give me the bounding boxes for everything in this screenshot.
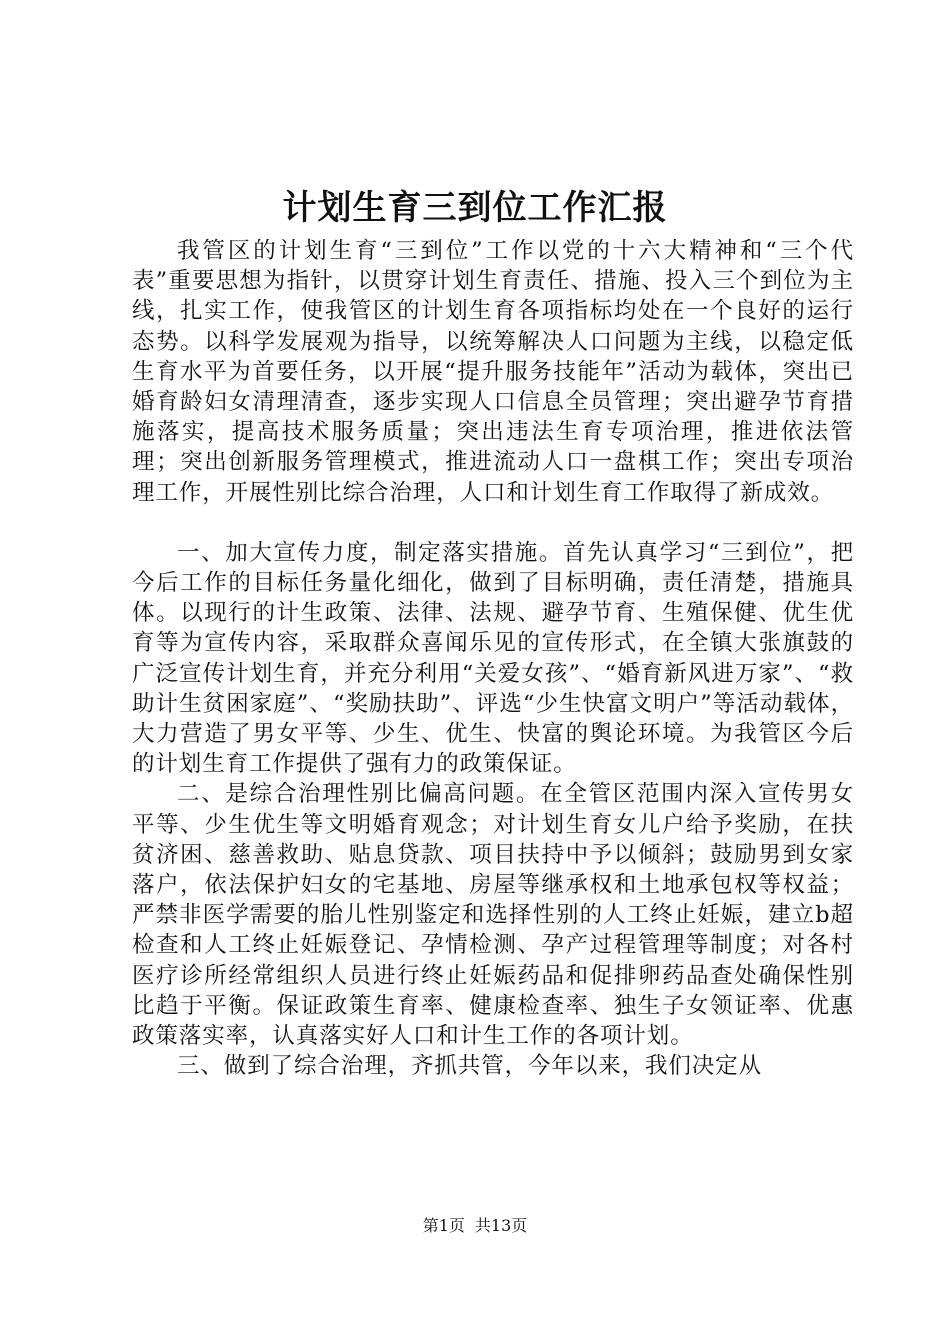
- page-number: 第1页: [422, 1216, 465, 1235]
- paragraph-section-1: 一、加大宣传力度，制定落实措施。首先认真学习“三到位”，把今后工作的目标任务量化细化，做到了目标明确，责任清楚，措施具体。以现行的计生政策、法律、法规、避孕节育、生殖保健、优生优育等为宣传内容，采取群众喜闻乐见的宣传形式，在全镇大张旗鼓的广泛宣传计划生育，并充分利用“关爱女孩”、“婚育新风进万家”、“救助计生贫困家庭”、“奖励扶助”、评选“少生快富文明户”等活动载体，大力营造了男女平等、少生、优生、快富的舆论环境。为我管区今后的计划生育工作提供了强有力的政策保证。: [132, 539, 854, 778]
- page-total: 共13页: [474, 1216, 528, 1235]
- paragraph-section-3: 三、做到了综合治理，齐抓共管，今年以来，我们决定从: [177, 1053, 763, 1080]
- document-title: 计划生育三到位工作汇报: [282, 188, 668, 228]
- paragraph-spacer: [132, 508, 854, 538]
- document-body: [132, 236, 854, 1081]
- page-footer: [0, 1216, 950, 1236]
- paragraph-intro: 我管区的计划生育“三到位”工作以党的十六大精神和“三个代表”重要思想为指针，以贯穿计划生育责任、措施、投入三个到位为主线，扎实工作，使我管区的计划生育各项指标均处在一个良好的运行态势。以科学发展观为指导，以统筹解决人口问题为主线，以稳定低生育水平为首要任务，以开展“提升服务技能年”活动为载体，突出已婚育龄妇女清理清查，逐步实现人口信息全员管理；突出避孕节育措施落实，提高技术服务质量；突出违法生育专项治理，推进依法管理；突出创新服务管理模式，推进流动人口一盘棋工作；突出专项治理工作，开展性别比综合治理，人口和计划生育工作取得了新成效。: [132, 238, 854, 506]
- paragraph-section-2: 二、是综合治理性别比偏高问题。在全管区范围内深入宣传男女平等、少生优生等文明婚育观念；对计划生育女儿户给予奖励，在扶贫济困、慈善救助、贴息贷款、项目扶持中予以倾斜；鼓励男到女家落户，依法保护妇女的宅基地、房屋等继承权和土地承包权等权益；严禁非医学需要的胎儿性别鉴定和选择性别的人工终止妊娠，建立b超检查和人工终止妊娠登记、孕情检测、孕产过程管理等制度；对各村医疗诊所经常组织人员进行终止妊娠药品和促排卵药品查处确保性别比趋于平衡。保证政策生育率、健康检查率、独生子女领证率、优惠政策落实率，认真落实好人口和计生工作的各项计划。: [132, 781, 854, 1050]
